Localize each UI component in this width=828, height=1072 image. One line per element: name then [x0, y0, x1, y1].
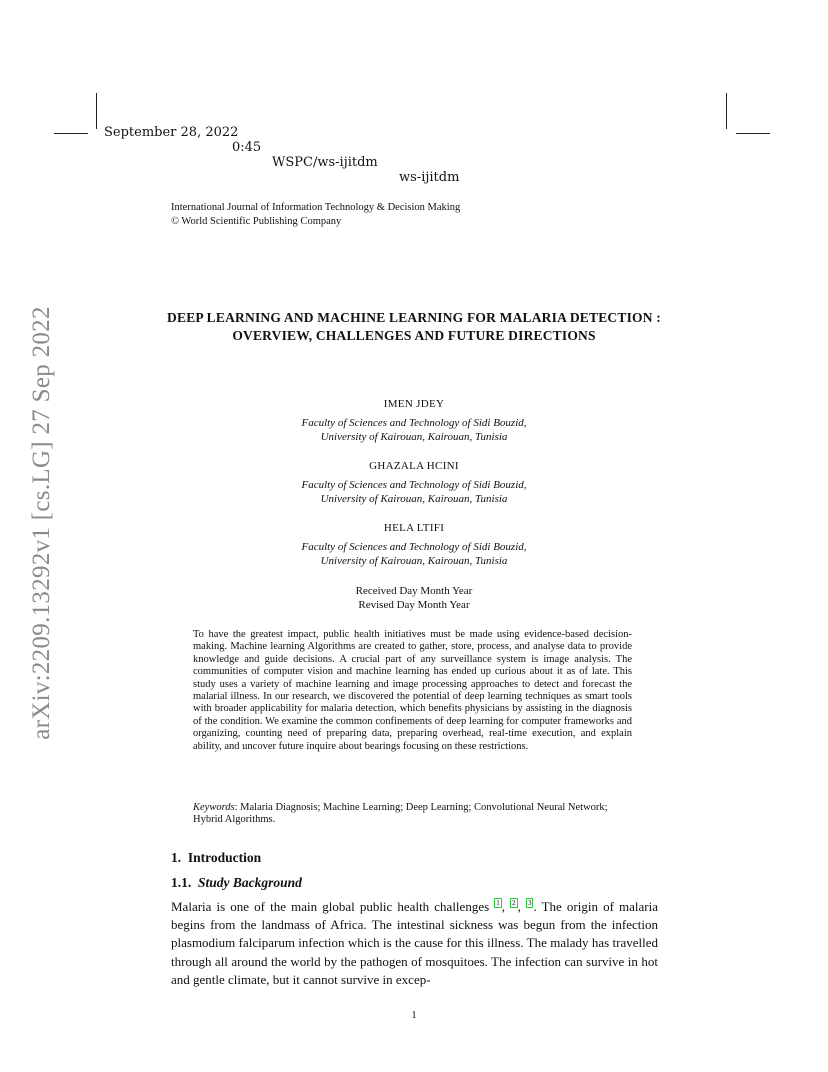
- keywords-text: : Malaria Diagnosis; Machine Learning; Deep Learning; Convolutional Neural Network; Hybrid Algorithms.: [193, 802, 608, 826]
- running-header: [0, 110, 828, 185]
- keywords-label: Keywords: [193, 802, 235, 813]
- abstract: To have the greatest impact, public health initiatives must be made using evidence-based decision-making. Machine learning Algorithms are created to gather, store, process, and analyse data to provide knowledge and guide decisions. A crucial part of any surveillance system is image analysis. The communities of computer vision and machine learning has ended up curious about it as of late. This study uses a variety of machine learning and image processing approaches to detect and forecast the malarial illness. In our research, we discovered the potential of deep learning techniques as smart tools with broader applicability for malaria detection, which benefits physicians by assisting in the diagnosis of the condition. We examine the common confinements of deep learning for computer frameworks and organizing, counting need of preparing data, preparing overhead, real-time execution, and explain ability, and uncover future inquire about bearings focusing on these restrictions.: [193, 629, 632, 752]
- subsection-number: 1.1.: [171, 875, 192, 890]
- keywords: [193, 802, 632, 827]
- affiliation-line: Faculty of Sciences and Technology of Sidi Bouzid,: [301, 541, 527, 553]
- revised-date: Revised Day Month Year: [358, 599, 470, 611]
- affiliation-line: Faculty of Sciences and Technology of Sidi Bouzid,: [301, 417, 527, 429]
- journal-copyright: © World Scientific Publishing Company: [171, 216, 342, 227]
- section-number: 1.: [171, 850, 182, 865]
- author-affiliation: [0, 540, 828, 568]
- author-name: HELA LTIFI: [383, 522, 445, 534]
- author-name: IMEN JDEY: [383, 398, 445, 410]
- author-name: GHAZALA HCINI: [369, 460, 459, 472]
- affiliation-line: University of Kairouan, Kairouan, Tunisia: [320, 493, 508, 505]
- header-time: 0:45: [232, 140, 262, 155]
- affiliation-line: University of Kairouan, Kairouan, Tunisia: [320, 555, 508, 567]
- body-text-start: Malaria is one of the main global public health challenges: [171, 899, 495, 914]
- section-heading: [171, 850, 261, 866]
- subsection-heading: [171, 875, 302, 891]
- arxiv-identifier: arXiv:2209.13292v1 [cs.LG] 27 Sep 2022: [28, 306, 55, 740]
- affiliation-line: University of Kairouan, Kairouan, Tunisia: [320, 431, 508, 443]
- received-date: Received Day Month Year: [355, 585, 473, 597]
- body-text-rest: . The origin of malaria begins from the landmass of Africa. The intestinal sickness was begun from the infection plasmodium falciparum infection which is the cause for this illness. The malady has travelled through all around the world by the pathogen of mosquitoes. The infection can survive in hot and gentle climate, but it cannot survive in excep-: [171, 899, 658, 987]
- header-date: September 28, 2022: [104, 125, 239, 140]
- body-paragraph: [171, 898, 658, 989]
- page-number: 1: [411, 1009, 417, 1021]
- arxiv-sidebar: [17, 288, 67, 758]
- author-affiliation: [0, 416, 828, 444]
- paper-title: DEEP LEARNING AND MACHINE LEARNING FOR MALARIA DETECTION : OVERVIEW, CHALLENGES AND FUTURE DIRECTIONS: [167, 310, 661, 343]
- author-affiliation: [0, 478, 828, 506]
- citation-link[interactable]: 1: [496, 899, 500, 907]
- citation-link[interactable]: 3: [527, 899, 532, 907]
- header-style: WSPC/ws-ijitdm: [272, 155, 378, 170]
- citation-separator: ,: [517, 899, 526, 914]
- citation-separator: ,: [501, 899, 511, 914]
- header-file: ws-ijitdm: [399, 170, 460, 185]
- affiliation-line: Faculty of Sciences and Technology of Sidi Bouzid,: [301, 479, 527, 491]
- journal-name: International Journal of Information Technology & Decision Making: [171, 202, 461, 213]
- header-left-rule: [54, 133, 88, 134]
- subsection-title: Study Background: [198, 875, 302, 890]
- header-right-rule: [736, 133, 770, 134]
- citation-link[interactable]: 2: [512, 899, 516, 907]
- section-title: Introduction: [187, 850, 262, 865]
